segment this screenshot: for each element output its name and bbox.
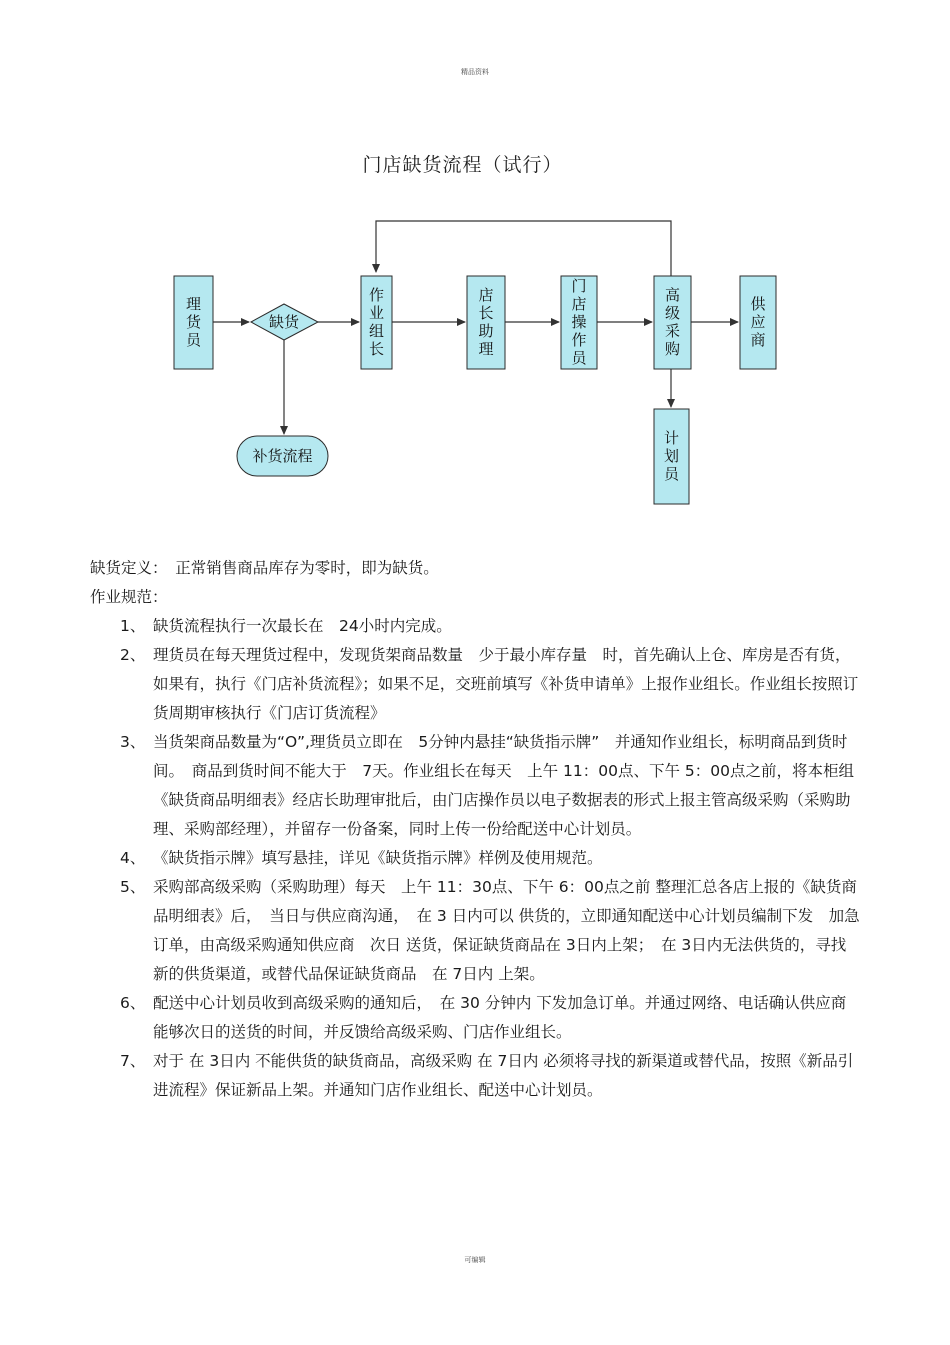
rule-text: 理货员在每天理货过程中，发现货架商品数量 少于最小库存量 时，首先确认上仓、库房是否有货，如果有，执行《门店补货流程》；如果不足，交班前填写《补货申请单》上报作业组长。作业组长按照订货周期审核执行《门店订货流程》 bbox=[153, 646, 859, 722]
list-item bbox=[120, 873, 860, 989]
node-quehuo bbox=[251, 304, 318, 340]
node-zuoyezuzhang-label: 作业组长 bbox=[368, 286, 385, 358]
rule-number: 3、 bbox=[120, 733, 146, 751]
node-buhuoliucheng bbox=[237, 436, 328, 476]
list-item bbox=[120, 989, 860, 1047]
list-item bbox=[120, 1047, 860, 1105]
list-item bbox=[120, 844, 860, 873]
node-gongyingshang bbox=[740, 276, 776, 369]
node-zuoyezuzhang bbox=[361, 276, 392, 369]
rule-number: 4、 bbox=[120, 849, 146, 867]
rule-text: 《缺货指示牌》填写悬挂，详见《缺货指示牌》样例及使用规范。 bbox=[153, 849, 603, 867]
node-gongyingshang-label: 供应商 bbox=[750, 295, 766, 349]
feedback-gaojicaigou-zuoyezuzhang bbox=[376, 221, 671, 276]
node-lihuoyuan-label: 理货员 bbox=[185, 295, 202, 349]
node-buhuoliucheng-label: 补货流程 bbox=[252, 447, 313, 465]
header-note: 精品资料 bbox=[461, 68, 489, 76]
rule-number: 2、 bbox=[120, 646, 146, 664]
node-jihuayuan-label: 计划员 bbox=[663, 429, 680, 483]
rule-text: 对于 在 3日内 不能供货的缺货商品，高级采购 在 7日内 必须将寻找的新渠道或替代品，按照《新品引进流程》保证新品上架。并通知门店作业组长、配送中心计划员。 bbox=[153, 1052, 854, 1099]
rule-text: 缺货流程执行一次最长在 24小时内完成。 bbox=[153, 617, 452, 635]
rule-number: 1、 bbox=[120, 617, 146, 635]
shortage-definition: 缺货定义： 正常销售商品库存为零时，即为缺货。 bbox=[90, 559, 439, 577]
node-jihuayuan bbox=[654, 409, 689, 504]
node-mendiancaozuoyuan-label: 门店操作员 bbox=[571, 277, 587, 367]
list-item bbox=[120, 728, 860, 844]
document-title: 门店缺货流程（试行） bbox=[362, 154, 563, 176]
spec-label: 作业规范： bbox=[90, 588, 168, 606]
node-dianzhangzhuli bbox=[467, 276, 505, 369]
rule-number: 7、 bbox=[120, 1052, 146, 1070]
list-item bbox=[120, 641, 860, 728]
flowchart bbox=[0, 0, 950, 540]
rule-number: 5、 bbox=[120, 878, 146, 896]
list-item bbox=[120, 612, 860, 641]
rule-text: 当货架商品数量为“O”,理货员立即在 5分钟内悬挂“缺货指示牌” 并通知作业组长，标明商品到货时间。 商品到货时间不能大于 7天。作业组长在每天 上午 11：00点、下午 5：00点之前，将本柜组《缺货商品明细表》经店长助理审批后，由门店操作员以电子数据表的形式上报主管高级采购（采购助理、采购部经理），并留存一份备案，同时上传一份给配送中心计划员。 bbox=[153, 733, 854, 838]
rule-number: 6、 bbox=[120, 994, 146, 1012]
node-gaojicaigou-label: 高级采购 bbox=[664, 286, 681, 358]
rule-text: 采购部高级采购（采购助理）每天 上午 11：30点、下午 6：00点之前 整理汇总各店上报的《缺货商品明细表》后， 当日与供应商沟通， 在 3 日内可以 供货的，立即通知配送中心计划员编制下发 加急订单，由高级采购通知供应商 次日 送货，保证缺货商品在 3日内上架； 在 3日内无法供货的，寻找新的供货渠道，或替代品保证缺货商品 在 7日内 上架。 bbox=[153, 878, 860, 983]
rule-text: 配送中心计划员收到高级采购的通知后， 在 30 分钟内 下发加急订单。并通过网络、电话确认供应商能够次日的送货的时间，并反馈给高级采购、门店作业组长。 bbox=[153, 994, 847, 1041]
node-dianzhangzhuli-label: 店长助理 bbox=[478, 286, 494, 358]
node-mendiancaozuoyuan bbox=[561, 276, 597, 369]
footer-note: 可编辑 bbox=[464, 1256, 486, 1264]
node-lihuoyuan bbox=[174, 276, 213, 369]
rules-list bbox=[120, 612, 860, 1105]
node-gaojicaigou bbox=[654, 276, 691, 369]
node-quehuo-label: 缺货 bbox=[268, 313, 300, 331]
